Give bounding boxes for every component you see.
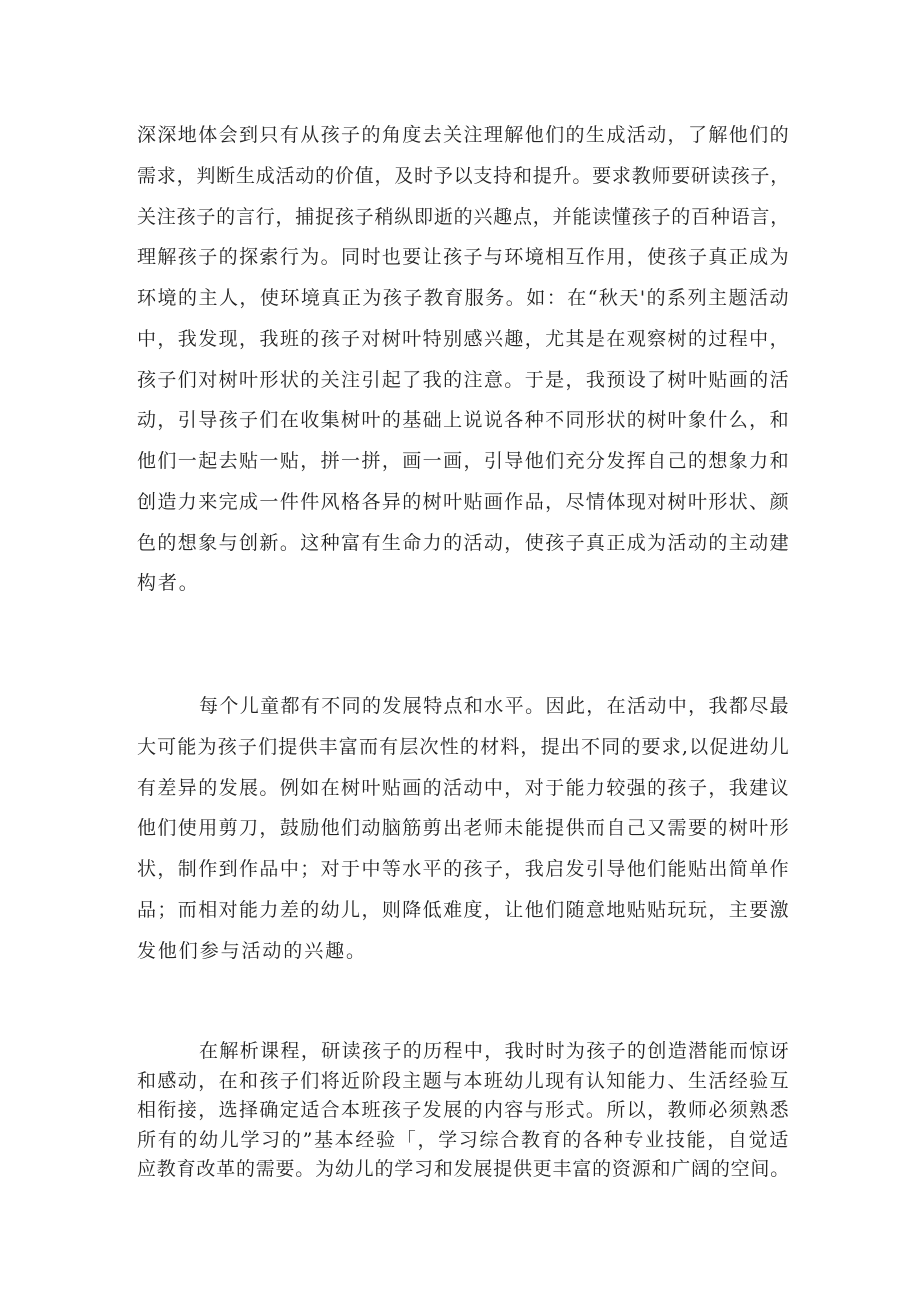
text-line: 他们使用剪刀，鼓励他们动脑筋剪出老师未能提供而自己又需要的树叶形 <box>137 817 790 840</box>
text-line: 动，引导孩子们在收集树叶的基础上说说各种不同形状的树叶象什么，和 <box>137 409 790 432</box>
text-line: 创造力来完成一件件风格各异的树叶贴画作品，尽情体现对树叶形状、颜 <box>137 490 790 513</box>
text-line: 有差异的发展。例如在树叶贴画的活动中，对于能力较强的孩子，我建议 <box>137 776 790 799</box>
text-line: 中，我发现，我班的孩子对树叶特别感兴趣，尤其是在观察树的过程中， <box>137 327 790 350</box>
text-line: 环境的主人，使环境真正为孩子教育服务。如：在“秋天'的系列主题活动 <box>137 287 790 309</box>
text-line: 孩子们对树叶形状的关注引起了我的注意。于是，我预设了树叶贴画的活 <box>137 368 790 391</box>
text-line: 所有的幼儿学习的”基本经验「，学习综合教育的各种专业技能，自觉适 <box>137 1128 790 1151</box>
text-line: 构者。 <box>137 572 200 595</box>
text-line: 品；而相对能力差的幼儿，则降低难度，让他们随意地贴贴玩玩，主要激 <box>137 898 790 921</box>
text-line: 在解析课程，研读孩子的历程中，我时时为孩子的创造潜能而惊讶 <box>199 1040 790 1062</box>
text-line: 他们一起去贴一贴，拼一拼，画一画，引导他们充分发挥自己的想象力和 <box>137 450 790 472</box>
text-line: 关注孩子的言行，捕捉孩子稍纵即逝的兴趣点，并能读懂孩子的百种语言， <box>137 205 790 228</box>
text-line: 需求，判断生成活动的价值，及时予以支持和提升。要求教师要研读孩子， <box>137 164 790 187</box>
text-line: 状，制作到作品中；对于中等水平的孩子，我启发引导他们能贴出简单作 <box>137 858 790 880</box>
text-line: 每个儿童都有不同的发展特点和水平。因此，在活动中，我都尽最 <box>199 695 790 717</box>
paragraph-3 <box>137 1037 790 1185</box>
paragraph-2 <box>137 686 790 971</box>
text-line: 应教育改革的需要。为幼儿的学习和发展提供更丰富的资源和广阔的空间。 <box>137 1158 790 1181</box>
text-line: 色的想象与创新。这种富有生命力的活动，使孩子真正成为活动的主动建 <box>137 531 790 554</box>
text-line: 和感动，在和孩子们将近阶段主题与本班幼儿现有认知能力、生活经验互 <box>137 1069 790 1092</box>
text-line: 相衔接，选择确定适合本班孩子发展的内容与形式。所以，教师必须熟悉 <box>137 1099 790 1122</box>
paragraph-1 <box>137 115 790 604</box>
text-line: 深深地体会到只有从孩子的角度去关注理解他们的生成活动，了解他们的 <box>137 124 790 146</box>
text-line: 发他们参与活动的兴趣。 <box>137 939 367 962</box>
text-line: 理解孩子的探索行为。同时也要让孩子与环境相互作用，使孩子真正成为 <box>137 246 790 269</box>
text-line: 大可能为孩子们提供丰富而有层次性的材料，提出不同的要求,以促进幼儿 <box>137 735 790 758</box>
